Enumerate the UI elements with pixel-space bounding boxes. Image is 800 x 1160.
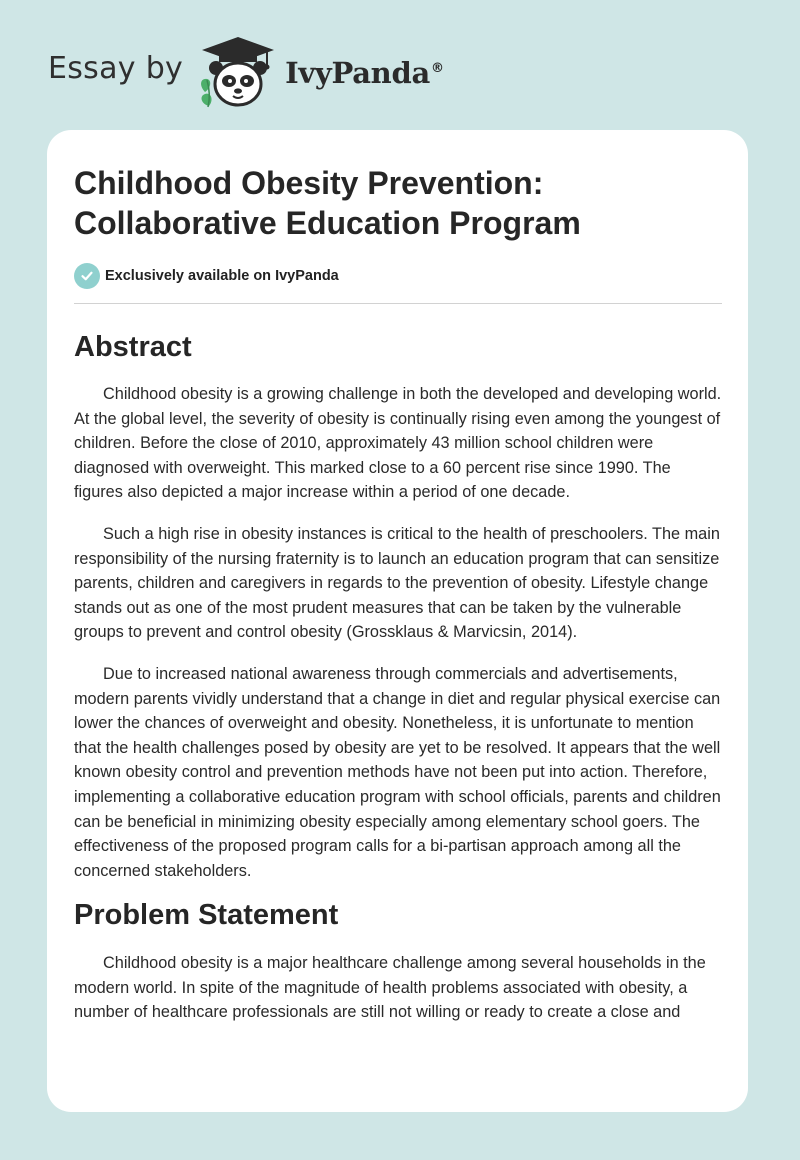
check-circle-icon — [74, 263, 100, 289]
exclusive-badge — [74, 263, 722, 289]
section-abstract — [74, 330, 722, 883]
essay-title — [74, 163, 722, 243]
essay-title-line-1: Childhood Obesity Prevention: — [74, 165, 544, 201]
ivypanda-wordmark[interactable]: IvyPanda® — [285, 56, 444, 90]
exclusive-badge-label: Exclusively available on IvyPanda — [105, 268, 339, 284]
trademark-symbol: ® — [430, 61, 444, 77]
section-heading: Abstract — [74, 331, 192, 363]
paragraph: Such a high rise in obesity instances is critical to the health of preschoolers. The main responsibility of the nursing fraternity is to launch an education program that can sensitize parents, children and caregivers in regards to the prevention of obesity. Lifestyle change stands out as one of the most prudent measures that can be taken by the vulnerable groups to prevent and control obesity (Grossklaus & Marvicsin, 2014). — [74, 524, 720, 642]
divider — [74, 303, 722, 304]
essay-by-label: Essay by — [48, 50, 184, 86]
ivypanda-logo-icon[interactable] — [195, 34, 281, 110]
section-heading: Problem Statement — [74, 899, 339, 932]
section-problem-statement — [74, 898, 722, 1025]
essay-card — [47, 130, 748, 1112]
essay-title-line-2: Collaborative Education Program — [74, 205, 581, 241]
site-header — [48, 34, 444, 110]
paragraph: Childhood obesity is a growing challenge in both the developed and developing world. At the global level, the severity of obesity is continually rising even among the youngest of children. Before the close of 2010, approximately 43 million school children were diagnosed with overweight. This marked close to a 60 percent rise since 1990. The figures also depicted a major increase within a period of one decade. — [74, 385, 722, 502]
paragraph: Due to increased national awareness through commercials and advertisements, modern parents vividly understand that a change in diet and regular physical exercise can lower the chances of overweight and obesity. Nonetheless, it is unfortunate to mention that the health challenges posed by obesity are yet to be resolved. It appears that the well known obesity control and prevention methods have not been put into action. Therefore, implementing a collaborative education program with school officials, parents and children can be beneficial in minimizing obesity especially among elementary school goers. The effectiveness of the proposed program calls for a bi-partisan approach among all the concerned stakeholders. — [74, 664, 721, 880]
paragraph: Childhood obesity is a major healthcare challenge among several households in the modern world. In spite of the magnitude of health problems associated with obesity, a number of healthcare professionals are still not willing or ready to create a close and — [74, 954, 706, 1022]
